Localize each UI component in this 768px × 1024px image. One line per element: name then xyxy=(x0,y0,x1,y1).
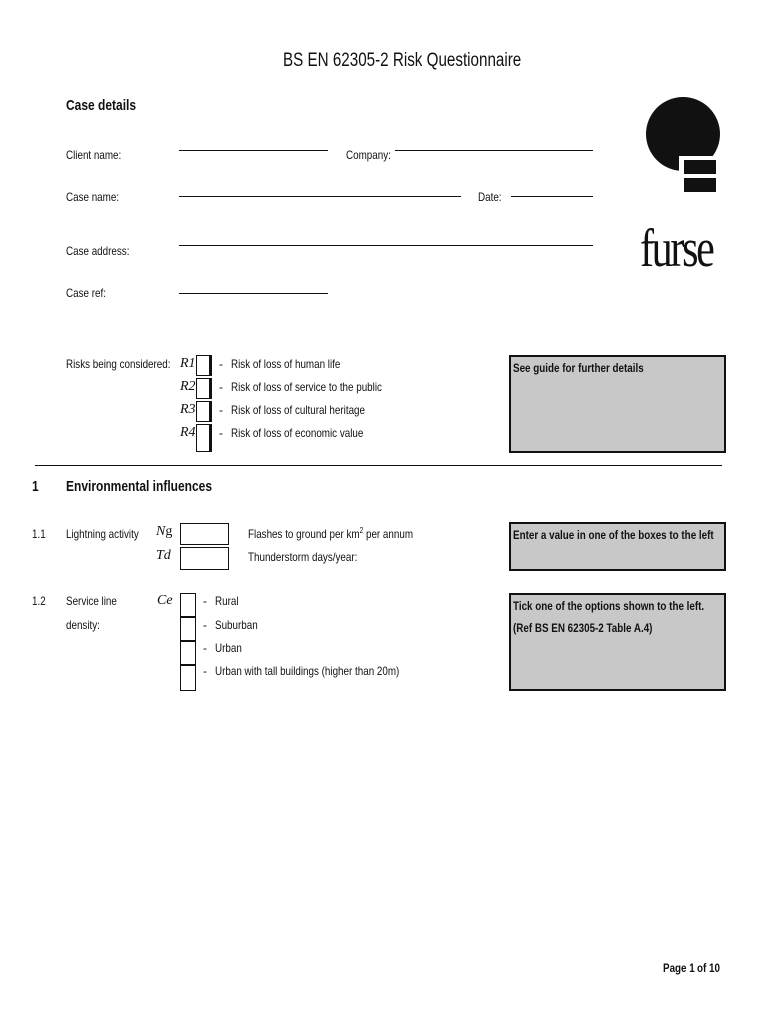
risk-symbol: R1 xyxy=(180,356,196,371)
dash: - xyxy=(219,403,223,417)
case-ref-field[interactable] xyxy=(179,293,328,294)
lightning-note xyxy=(509,522,726,571)
checkbox-edge xyxy=(209,401,212,422)
ce-symbol: Ce xyxy=(157,593,173,608)
dash: - xyxy=(219,357,223,371)
option-urban-tall: Urban with tall buildings (higher than 20m) xyxy=(215,664,400,678)
dash: - xyxy=(203,618,207,632)
case-name-field[interactable] xyxy=(179,196,461,197)
date-field[interactable] xyxy=(511,196,593,197)
risk-symbol: R2 xyxy=(180,379,196,394)
dash: - xyxy=(203,594,207,608)
risk-symbol: R4 xyxy=(180,425,196,440)
service-line-label-2: density: xyxy=(66,618,100,632)
dash: - xyxy=(219,426,223,440)
logo-wordmark: furse xyxy=(640,218,713,278)
case-ref-label: Case ref: xyxy=(66,286,106,300)
service-line-label: Service line xyxy=(66,594,117,608)
td-symbol: Td xyxy=(156,548,171,563)
page-total: of 10 xyxy=(697,961,720,975)
note-text: Tick one of the options shown to the left. xyxy=(513,599,705,613)
risk-symbol: R3 xyxy=(180,402,196,417)
section-divider xyxy=(35,465,722,466)
date-label: Date: xyxy=(478,190,502,204)
option-suburban: Suburban xyxy=(215,618,258,632)
ng-input[interactable] xyxy=(180,523,229,545)
risk-r2-text: Risk of loss of service to the public xyxy=(231,380,382,394)
page-number: Page 1 xyxy=(663,961,695,975)
risk-r3-text: Risk of loss of cultural heritage xyxy=(231,403,365,417)
case-details-heading: Case details xyxy=(66,97,137,114)
dash: - xyxy=(219,380,223,394)
option-urban: Urban xyxy=(215,641,242,655)
page-title: BS EN 62305-2 Risk Questionnaire xyxy=(283,50,522,71)
option-rural: Rural xyxy=(215,594,239,608)
urban-tall-checkbox[interactable] xyxy=(180,665,196,691)
case-address-field[interactable] xyxy=(179,245,593,246)
risk-r1-text: Risk of loss of human life xyxy=(231,357,341,371)
td-description: Thunderstorm days/year: xyxy=(248,550,358,564)
dash: - xyxy=(203,664,207,678)
risk-r4-text: Risk of loss of economic value xyxy=(231,426,364,440)
logo-mark-icon xyxy=(640,92,726,232)
dash: - xyxy=(203,641,207,655)
checkbox-edge xyxy=(209,378,212,399)
risks-guide-note xyxy=(509,355,726,453)
note-text: See guide for further details xyxy=(513,361,644,375)
rural-checkbox[interactable] xyxy=(180,593,196,617)
note-text: Enter a value in one of the boxes to the left xyxy=(513,528,714,542)
note-text: (Ref BS EN 62305-2 Table A.4) xyxy=(513,621,653,635)
checkbox-edge xyxy=(209,355,212,376)
lightning-activity-label: Lightning activity xyxy=(66,527,139,541)
checkbox-edge xyxy=(209,424,212,452)
subsection-number: 1.2 xyxy=(32,594,46,608)
client-name-label: Client name: xyxy=(66,148,122,162)
furse-logo xyxy=(640,92,726,288)
subsection-number: 1.1 xyxy=(32,527,46,541)
ng-description: Flashes to ground per $km^2$ per annum xyxy=(248,526,414,541)
service-line-note xyxy=(509,593,726,691)
ng-symbol: Ng xyxy=(156,524,173,539)
section-number: 1 xyxy=(32,478,39,495)
client-name-field[interactable] xyxy=(179,150,328,151)
urban-checkbox[interactable] xyxy=(180,641,196,665)
suburban-checkbox[interactable] xyxy=(180,617,196,641)
case-address-label: Case address: xyxy=(66,244,130,258)
risks-label: Risks being considered: xyxy=(66,357,171,371)
td-input[interactable] xyxy=(180,547,229,570)
company-field[interactable] xyxy=(395,150,593,151)
company-label: Company: xyxy=(346,148,391,162)
section-title: Environmental influences xyxy=(66,478,213,495)
case-name-label: Case name: xyxy=(66,190,120,204)
